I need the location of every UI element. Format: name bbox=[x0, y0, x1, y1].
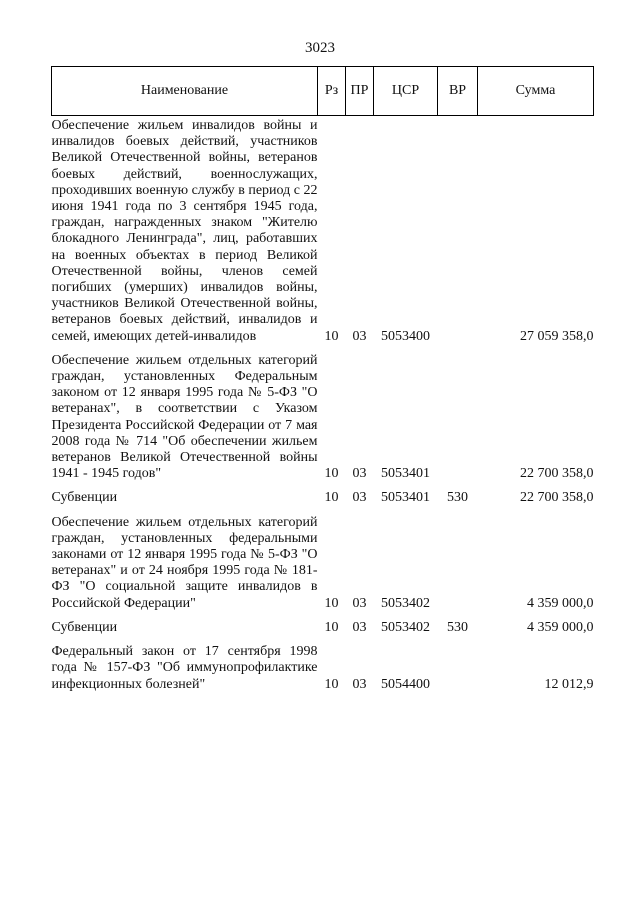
header-csr: ЦСР bbox=[374, 67, 438, 116]
row-name: Федеральный закон от 17 сентября 1998 года № 157-ФЗ "Об иммунопрофилактике инфекционных болезней" bbox=[51, 644, 318, 692]
page-number: 3023 bbox=[305, 40, 335, 56]
row-rz: 10 bbox=[324, 595, 339, 611]
row-rz: 10 bbox=[324, 490, 339, 506]
row-csr: 5053402 bbox=[381, 619, 430, 635]
row-sum: 22 700 358,0 bbox=[520, 490, 594, 506]
row-name: Обеспечение жильем отдельных категорий граждан, установленных федеральными законами от 12 января 1995 года № 5-ФЗ "О ветеранах" и от 24 ноября 1995 года № 181-ФЗ "О социальной защите инвалидов в Российской Федерации" bbox=[51, 514, 318, 611]
row-vr bbox=[438, 636, 478, 693]
row-vr: 530 bbox=[447, 619, 468, 635]
row-rz: 10 bbox=[324, 466, 339, 482]
row-sum: 4 359 000,0 bbox=[527, 595, 594, 611]
row-rz: 10 bbox=[324, 676, 339, 692]
row-vr bbox=[438, 116, 478, 345]
row-pr: 03 bbox=[352, 328, 367, 344]
table-row bbox=[52, 345, 594, 483]
budget-table bbox=[51, 66, 594, 693]
row-csr: 5053400 bbox=[381, 328, 430, 344]
table-row bbox=[52, 612, 594, 636]
row-csr: 5054400 bbox=[381, 676, 430, 692]
row-sum: 27 059 358,0 bbox=[520, 328, 594, 344]
table-row bbox=[52, 636, 594, 693]
header-pr: ПР bbox=[346, 67, 374, 116]
row-csr: 5053401 bbox=[381, 490, 430, 506]
row-name: Субвенции bbox=[51, 619, 118, 635]
row-name: Субвенции bbox=[51, 490, 118, 506]
row-vr bbox=[438, 507, 478, 612]
row-sum: 22 700 358,0 bbox=[520, 466, 594, 482]
row-pr: 03 bbox=[352, 676, 367, 692]
header-name: Наименование bbox=[52, 67, 318, 116]
header-rz: Рз bbox=[318, 67, 346, 116]
row-name: Обеспечение жильем отдельных категорий граждан, установленных Федеральным законом от 12 января 1995 года № 5-ФЗ "О ветеранах", в соответствии с Указом Президента Российской Федерации от 7 мая 2008 года № 714 "Об обеспечении жильем ветеранов Великой Отечественной войны 1941 - 1945 годов" bbox=[51, 352, 318, 482]
table-row bbox=[52, 507, 594, 612]
row-pr: 03 bbox=[352, 466, 367, 482]
row-pr: 03 bbox=[352, 490, 367, 506]
header-vr: ВР bbox=[438, 67, 478, 116]
row-csr: 5053401 bbox=[381, 466, 430, 482]
row-pr: 03 bbox=[352, 595, 367, 611]
row-vr: 530 bbox=[447, 490, 468, 506]
table-row bbox=[52, 482, 594, 506]
row-vr bbox=[438, 345, 478, 483]
table-row bbox=[52, 116, 594, 345]
row-csr: 5053402 bbox=[381, 595, 430, 611]
row-sum: 4 359 000,0 bbox=[527, 619, 594, 635]
row-pr: 03 bbox=[352, 619, 367, 635]
header-sum: Сумма bbox=[478, 67, 594, 116]
row-name: Обеспечение жильем инвалидов войны и инвалидов боевых действий, участников Великой Отечественной войны, ветеранов боевых действий, военнослужащих, проходивших военную службу в период с 22 июня 1941 года по 3 сентября 1945 года, граждан, награжденных знаком "Жителю блокадного Ленинграда", лиц, работавших на военных объектах в период Великой Отечественной войны, членов семей погибших (умерших) инвалидов войны, участников Великой Отечественной войны, ветеранов боевых действий, инвалидов и семей, имеющих детей-инвалидов bbox=[51, 118, 318, 344]
row-rz: 10 bbox=[324, 328, 339, 344]
row-rz: 10 bbox=[324, 619, 339, 635]
row-sum: 12 012,9 bbox=[544, 676, 594, 692]
table-header-row bbox=[52, 67, 594, 116]
